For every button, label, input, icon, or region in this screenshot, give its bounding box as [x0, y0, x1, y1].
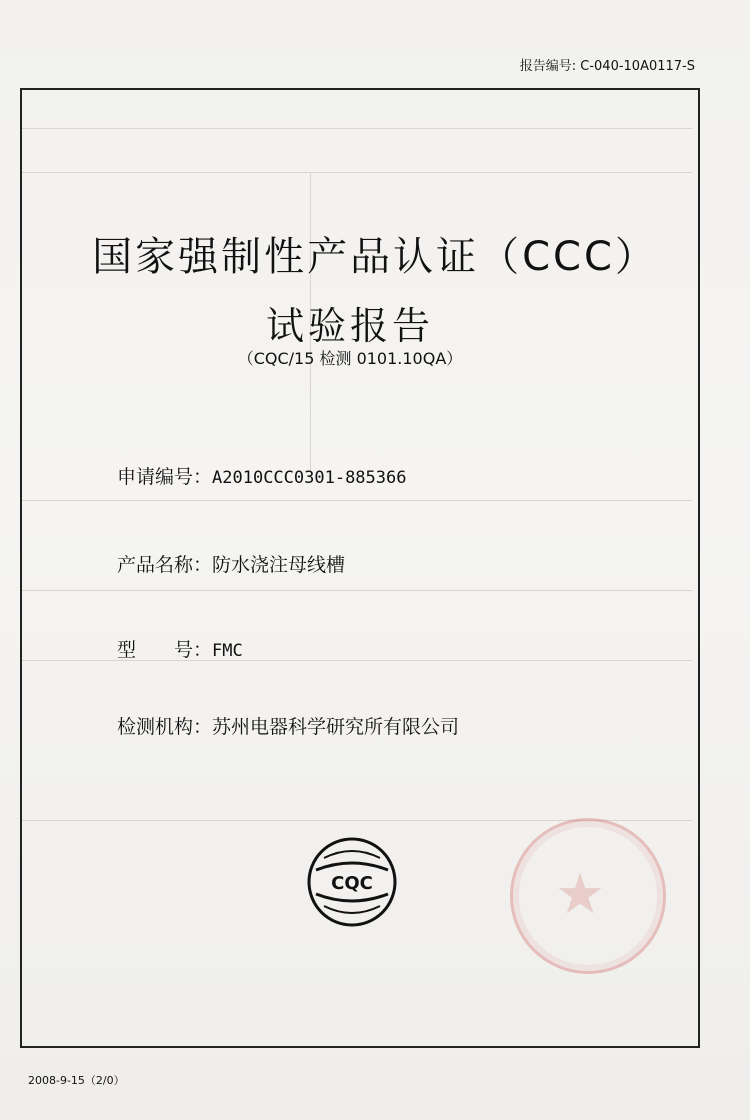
field-value: 防水浇注母线槽 [212, 554, 346, 576]
document-title-line2: 试验报告 [265, 304, 434, 348]
seal-star-icon: ★ [555, 862, 606, 927]
field-testing-org [117, 712, 459, 739]
svg-text:CQC: CQC [331, 873, 373, 894]
edition-footer: 2008-9-15（2/0） [28, 1074, 125, 1087]
field-product-name [117, 550, 345, 577]
document-title: 国家强制性产品认证（CCC） [92, 234, 658, 280]
field-application-no [117, 462, 406, 489]
field-label: 检测机构： [117, 716, 213, 738]
field-label: 产品名称： [117, 554, 213, 576]
field-value: A2010CCC0301-885366 [212, 468, 407, 488]
field-model [117, 635, 243, 662]
field-label: 型 号： [117, 639, 213, 661]
field-label: 申请编号： [117, 466, 213, 488]
document-subtitle: （CQC/15 检测 0101.10QA） [237, 349, 463, 368]
field-value: FMC [212, 641, 243, 661]
field-value: 苏州电器科学研究所有限公司 [212, 716, 460, 738]
cqc-logo [306, 836, 398, 928]
report-number: 报告编号: C-040-10A0117-S [519, 59, 695, 74]
